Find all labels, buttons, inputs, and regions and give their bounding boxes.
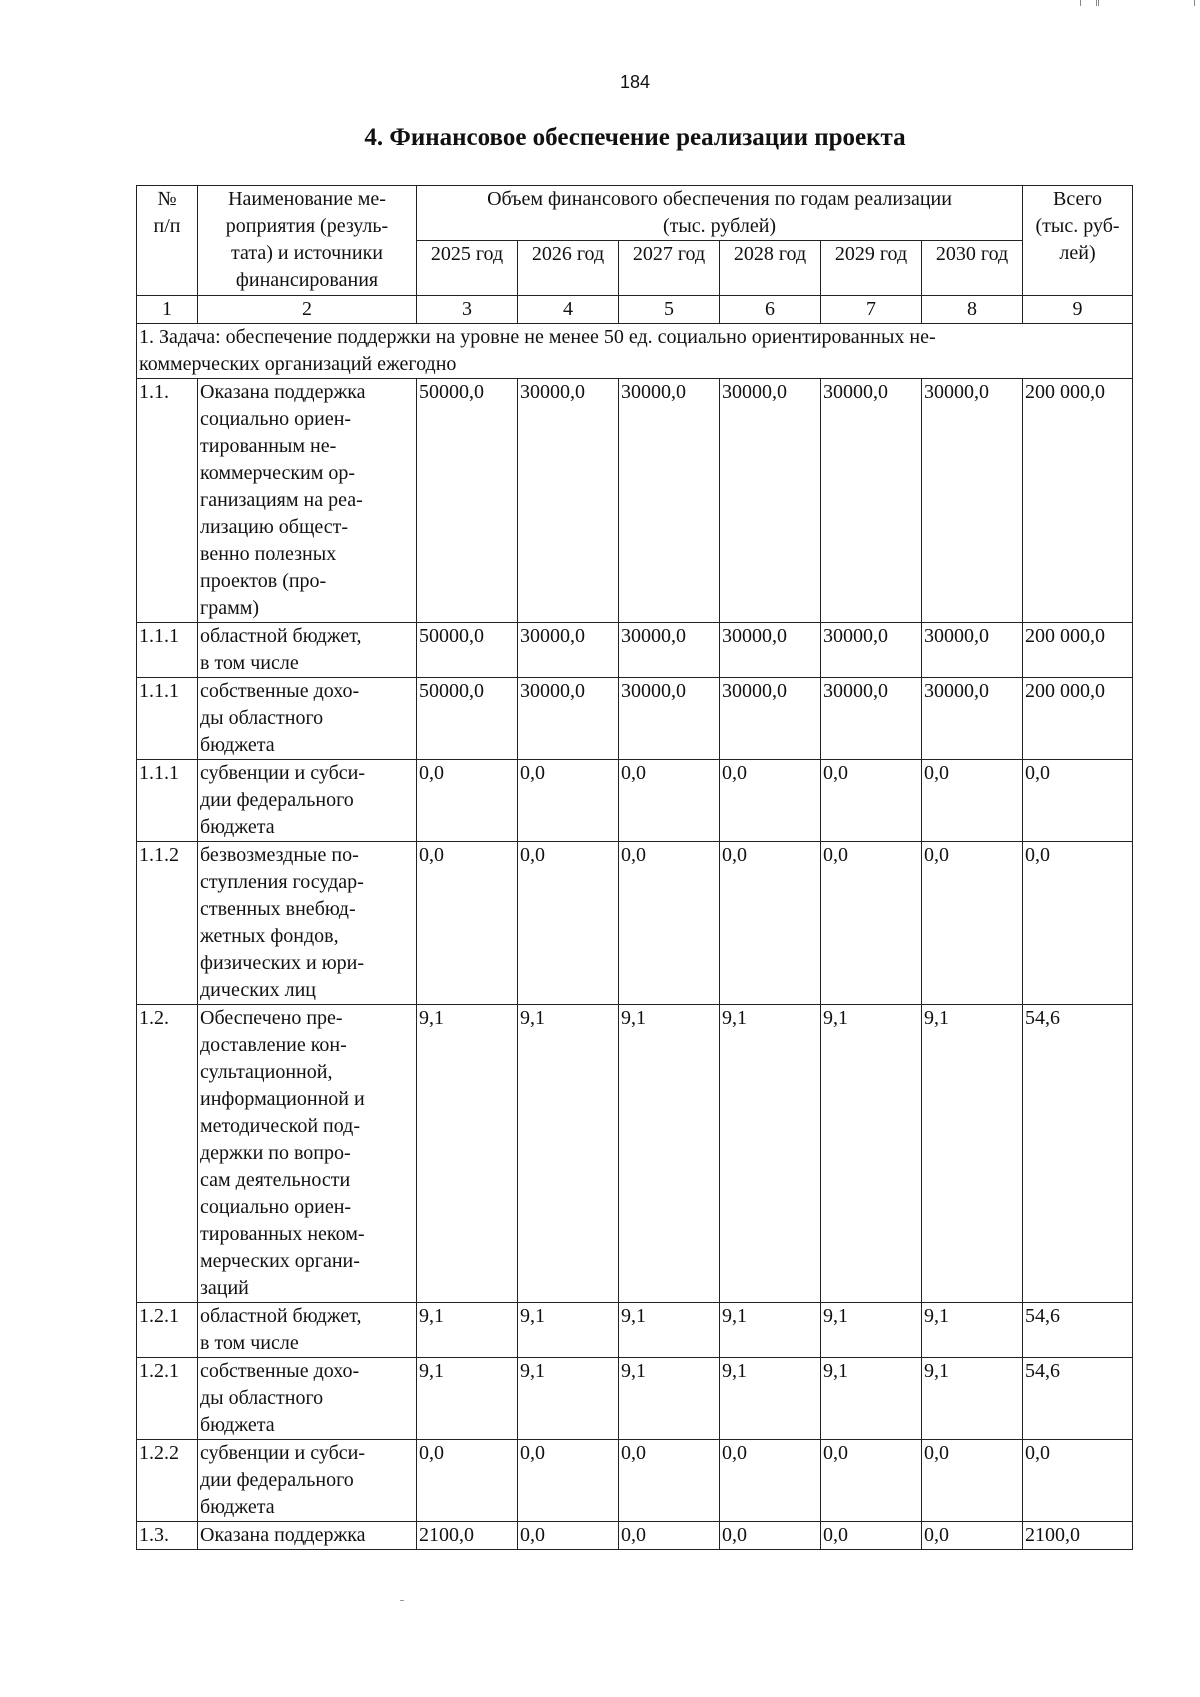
row-name: областной бюджет, в том числе (198, 1303, 417, 1358)
row-value-year-2028: 30000,0 (720, 623, 821, 678)
task-text: 1. Задача: обеспечение поддержки на уровне не менее 50 ед. социально ориентированных не- коммерческих организаций ежегодно (137, 324, 1133, 379)
row-total: 2100,0 (1023, 1522, 1133, 1550)
row-value-year-2025: 0,0 (417, 760, 518, 842)
header-year-2027: 2027 год (619, 241, 720, 296)
row-value-year-2028: 9,1 (720, 1358, 821, 1440)
column-number: 4 (518, 296, 619, 324)
row-value-year-2030: 0,0 (922, 760, 1023, 842)
column-number: 8 (922, 296, 1023, 324)
row-value-year-2030: 30000,0 (922, 678, 1023, 760)
row-value-year-2027: 0,0 (619, 1522, 720, 1550)
row-value-year-2025: 2100,0 (417, 1522, 518, 1550)
header-year-2029: 2029 год (821, 241, 922, 296)
row-name: Оказана поддержка (198, 1522, 417, 1550)
task-row (137, 324, 1133, 379)
row-number: 1.2.2 (137, 1440, 198, 1522)
row-value-year-2025: 9,1 (417, 1358, 518, 1440)
row-name: Обеспечено пре- доставление кон- сультационной, информационной и методической под- держки по вопро- сам деятельности социально ориен- тированных неком- мерческих органи- заций (198, 1005, 417, 1303)
table-row (137, 1358, 1133, 1440)
column-number: 6 (720, 296, 821, 324)
header-num: № п/п (137, 186, 198, 296)
page-number: 184 (619, 72, 651, 92)
row-value-year-2026: 0,0 (518, 1440, 619, 1522)
row-total: 0,0 (1023, 1440, 1133, 1522)
table-row (137, 1005, 1133, 1303)
row-value-year-2029: 9,1 (821, 1005, 922, 1303)
row-value-year-2026: 0,0 (518, 1522, 619, 1550)
row-value-year-2025: 0,0 (417, 1440, 518, 1522)
row-number: 1.3. (137, 1522, 198, 1550)
row-value-year-2028: 0,0 (720, 760, 821, 842)
column-number: 3 (417, 296, 518, 324)
row-value-year-2030: 0,0 (922, 842, 1023, 1005)
row-value-year-2027: 9,1 (619, 1303, 720, 1358)
financing-table (136, 185, 1133, 1550)
row-number: 1.1.2 (137, 842, 198, 1005)
row-value-year-2028: 0,0 (720, 1522, 821, 1550)
row-value-year-2027: 9,1 (619, 1358, 720, 1440)
row-total: 0,0 (1023, 760, 1133, 842)
row-value-year-2027: 30000,0 (619, 623, 720, 678)
row-value-year-2029: 0,0 (821, 760, 922, 842)
row-value-year-2025: 9,1 (417, 1303, 518, 1358)
row-value-year-2026: 30000,0 (518, 379, 619, 623)
row-total: 54,6 (1023, 1005, 1133, 1303)
table-row (137, 379, 1133, 623)
row-value-year-2025: 0,0 (417, 842, 518, 1005)
table-row (137, 1303, 1133, 1358)
row-value-year-2030: 9,1 (922, 1005, 1023, 1303)
table-row (137, 1522, 1133, 1550)
row-value-year-2027: 0,0 (619, 842, 720, 1005)
row-number: 1.2.1 (137, 1358, 198, 1440)
row-value-year-2026: 0,0 (518, 842, 619, 1005)
row-value-year-2025: 9,1 (417, 1005, 518, 1303)
row-value-year-2026: 30000,0 (518, 623, 619, 678)
row-value-year-2030: 9,1 (922, 1303, 1023, 1358)
row-total: 200 000,0 (1023, 623, 1133, 678)
row-value-year-2028: 30000,0 (720, 379, 821, 623)
row-value-year-2026: 9,1 (518, 1303, 619, 1358)
page-title: 4. Финансовое обеспечение реализации проекта (364, 124, 906, 151)
header-name: Наименование ме- роприятия (резуль- тата) и источники финансирования (198, 186, 417, 296)
scan-mark (400, 1600, 404, 1601)
row-value-year-2028: 30000,0 (720, 678, 821, 760)
row-value-year-2029: 0,0 (821, 1522, 922, 1550)
row-name: субвенции и субси- дии федерального бюджета (198, 760, 417, 842)
row-value-year-2029: 0,0 (821, 1440, 922, 1522)
table-row (137, 842, 1133, 1005)
row-number: 1.1. (137, 379, 198, 623)
header-year-2030: 2030 год (922, 241, 1023, 296)
row-value-year-2026: 30000,0 (518, 678, 619, 760)
header-year-2028: 2028 год (720, 241, 821, 296)
row-total: 54,6 (1023, 1303, 1133, 1358)
row-name: Оказана поддержка социально ориен- тированным не- коммерческим ор- ганизациям на реа- лизацию общест- венно полезных проектов (про- грамм) (198, 379, 417, 623)
column-number: 7 (821, 296, 922, 324)
row-value-year-2025: 50000,0 (417, 678, 518, 760)
row-value-year-2028: 0,0 (720, 842, 821, 1005)
row-value-year-2029: 9,1 (821, 1303, 922, 1358)
row-number: 1.1.1 (137, 623, 198, 678)
scan-corner-marks (1070, 0, 1200, 6)
table-row (137, 623, 1133, 678)
row-value-year-2029: 30000,0 (821, 623, 922, 678)
row-value-year-2025: 50000,0 (417, 623, 518, 678)
column-number: 5 (619, 296, 720, 324)
row-value-year-2030: 30000,0 (922, 379, 1023, 623)
row-value-year-2028: 9,1 (720, 1005, 821, 1303)
row-value-year-2027: 30000,0 (619, 678, 720, 760)
row-value-year-2029: 9,1 (821, 1358, 922, 1440)
table-row (137, 760, 1133, 842)
column-number-row (137, 296, 1133, 324)
row-value-year-2028: 9,1 (720, 1303, 821, 1358)
column-number: 1 (137, 296, 198, 324)
column-number: 2 (198, 296, 417, 324)
row-value-year-2029: 30000,0 (821, 379, 922, 623)
column-number: 9 (1023, 296, 1133, 324)
row-total: 0,0 (1023, 842, 1133, 1005)
header-year-2026: 2026 год (518, 241, 619, 296)
row-number: 1.2.1 (137, 1303, 198, 1358)
row-value-year-2030: 0,0 (922, 1522, 1023, 1550)
row-value-year-2030: 30000,0 (922, 623, 1023, 678)
header-total: Всего (тыс. руб- лей) (1023, 186, 1133, 296)
row-value-year-2027: 30000,0 (619, 379, 720, 623)
row-value-year-2027: 0,0 (619, 1440, 720, 1522)
row-value-year-2026: 0,0 (518, 760, 619, 842)
row-value-year-2026: 9,1 (518, 1005, 619, 1303)
row-value-year-2028: 0,0 (720, 1440, 821, 1522)
row-value-year-2027: 9,1 (619, 1005, 720, 1303)
table-row (137, 678, 1133, 760)
row-number: 1.1.1 (137, 678, 198, 760)
row-value-year-2027: 0,0 (619, 760, 720, 842)
row-name: субвенции и субси- дии федерального бюджета (198, 1440, 417, 1522)
row-number: 1.2. (137, 1005, 198, 1303)
header-row-1 (137, 186, 1133, 241)
row-total: 200 000,0 (1023, 678, 1133, 760)
table-row (137, 1440, 1133, 1522)
row-value-year-2029: 30000,0 (821, 678, 922, 760)
row-value-year-2030: 9,1 (922, 1358, 1023, 1440)
header-volume: Объем финансового обеспечения по годам реализации (тыс. рублей) (417, 186, 1023, 241)
row-value-year-2030: 0,0 (922, 1440, 1023, 1522)
row-name: областной бюджет, в том числе (198, 623, 417, 678)
row-name: собственные дохо- ды областного бюджета (198, 1358, 417, 1440)
row-number: 1.1.1 (137, 760, 198, 842)
row-total: 54,6 (1023, 1358, 1133, 1440)
row-name: собственные дохо- ды областного бюджета (198, 678, 417, 760)
row-value-year-2026: 9,1 (518, 1358, 619, 1440)
row-value-year-2025: 50000,0 (417, 379, 518, 623)
row-total: 200 000,0 (1023, 379, 1133, 623)
row-name: безвозмездные по- ступления государ- ственных внебюд- жетных фондов, физических и юри- дических лиц (198, 842, 417, 1005)
header-year-2025: 2025 год (417, 241, 518, 296)
row-value-year-2029: 0,0 (821, 842, 922, 1005)
